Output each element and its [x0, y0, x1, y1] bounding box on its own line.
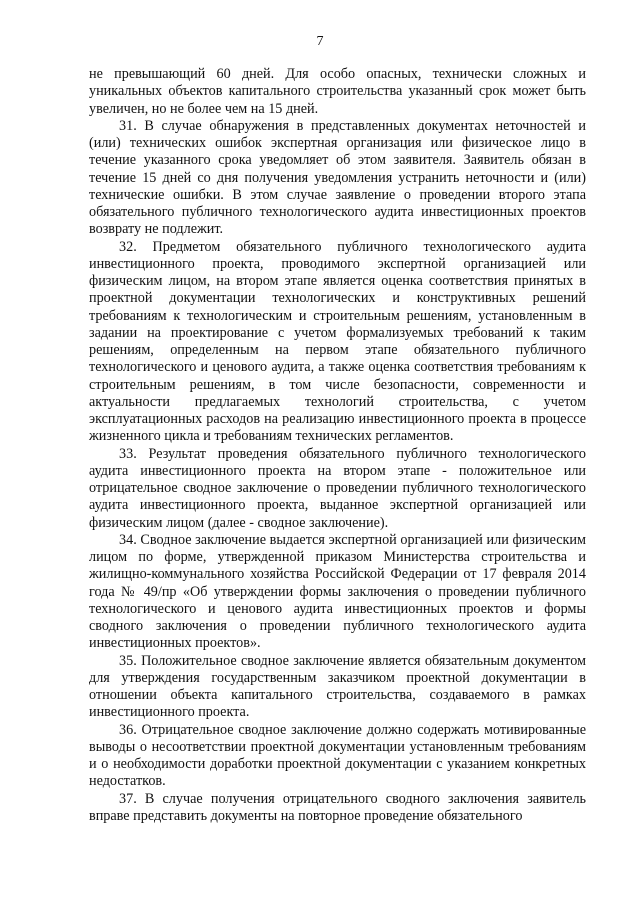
- paragraph-31: 31. В случае обнаружения в представленных документах неточностей и (или) технических ошибок экспертная организация или физическое лицо в течение указанного срока уведомляет об этом заявителя. Заявитель обязан в течение 15 дней со дня получения уведомления устранить неточности и (или) технические ошибки. В этом случае заявление о проведении второго этапа обязательного публичного технологического аудита инвестиционных проектов возврату не подлежит.: [89, 117, 586, 238]
- paragraph-continuation: не превышающий 60 дней. Для особо опасных, технически сложных и уникальных объектов капитального строительства указанный срок может быть увеличен, но не более чем на 15 дней.: [89, 66, 586, 117]
- paragraph-34: 34. Сводное заключение выдается экспертной организацией или физическим лицом по форме, утвержденной приказом Министерства строительства и жилищно-коммунального хозяйства Российской Федерации от 17 февраля 2014 года № 49/пр «Об утверждении формы заключения о проведении публичного технологического и ценового аудита инвестиционных проектов и формы сводного заключения о проведении публичного технологического аудита инвестиционных проектов».: [89, 531, 586, 652]
- document-body: [89, 66, 586, 825]
- paragraph-36: 36. Отрицательное сводное заключение должно содержать мотивированные выводы о несоответствии проектной документации установленным требованиям и о необходимости доработки проектной документации с указанием конкретных недостатков.: [89, 721, 586, 790]
- paragraph-33: 33. Результат проведения обязательного публичного технологического аудита инвестиционного проекта на втором этапе - положительное или отрицательное сводное заключение о проведении публичного технологического аудита инвестиционного проекта, выданное экспертной организацией или физическим лицом (далее - сводное заключение).: [89, 445, 586, 531]
- paragraph-37: 37. В случае получения отрицательного сводного заключения заявитель вправе представить документы на повторное проведение обязательного: [89, 790, 586, 824]
- paragraph-35: 35. Положительное сводное заключение является обязательным документом для утверждения государственным заказчиком проектной документации в отношении объекта капитального строительства, создаваемого в рамках инвестиционного проекта.: [89, 652, 586, 721]
- paragraph-32: 32. Предметом обязательного публичного технологического аудита инвестиционного проекта, проводимого экспертной организацией или физическим лицом, на втором этапе является оценка соответствия принятых в проектной документации технологических и конструктивных решений требованиям к технологическим и строительным решениям, установленным в задании на проектирование с учетом формализуемых требований к таким решениям, определенным на первом этапе обязательного публичного технологического и ценового аудита, а также оценка соответствия требованиям к строительным решениям, в том числе безопасности, современности и актуальности предлагаемых технологий строительства, с учетом эксплуатационных расходов на реализацию инвестиционного проекта в процессе жизненного цикла и требованиям технических регламентов.: [89, 238, 586, 445]
- page-number: 7: [316, 34, 324, 49]
